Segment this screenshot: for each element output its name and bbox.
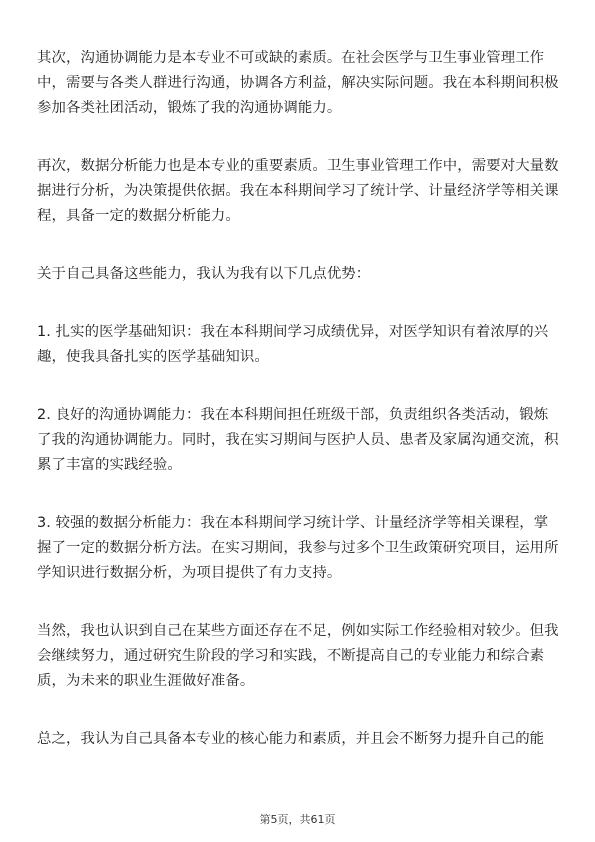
paragraph-advantages-intro: 关于自己具备这些能力，我认为我有以下几点优势： bbox=[37, 266, 371, 282]
list-item-data-analysis: 3. 较强的数据分析能力：我在本科期间学习统计学、计量经济学等相关课程，掌握了一定的数据分析方法。在实习期间，我参与过多个卫生政策研究项目，运用所学知识进行数据分析，为项目提供了有力支持。 bbox=[37, 515, 559, 581]
paragraph-gap bbox=[37, 121, 559, 154]
paragraph-gap bbox=[37, 586, 559, 619]
paragraph-communication: 其次，沟通协调能力是本专业不可或缺的素质。在社会医学与卫生事业管理工作中，需要与各类人群进行沟通，协调各方利益，解决实际问题。我在本科期间积极参加各类社团活动，锻炼了我的沟通协调能力。 bbox=[37, 50, 559, 116]
paragraph-data-analysis: 再次，数据分析能力也是本专业的重要素质。卫生事业管理工作中，需要对大量数据进行分析，为决策提供依据。我在本科期间学习了统计学、计量经济学等相关课程，具备一定的数据分析能力。 bbox=[37, 158, 559, 224]
paragraph-gap bbox=[37, 229, 559, 262]
list-item-communication: 2. 良好的沟通协调能力：我在本科期间担任班级干部，负责组织各类活动，锻炼了我的沟通协调能力。同时，我在实习期间与医护人员、患者及家属沟通交流，积累了丰富的实践经验。 bbox=[37, 407, 559, 473]
page-number: 第5页，共61页 bbox=[259, 813, 336, 826]
paragraph-gap bbox=[37, 287, 559, 320]
paragraph-shortcomings: 当然，我也认识到自己在某些方面还存在不足，例如实际工作经验相对较少。但我会继续努力，通过研究生阶段的学习和实践，不断提高自己的专业能力和综合素质，为未来的职业生涯做好准备。 bbox=[37, 623, 559, 689]
paragraph-gap bbox=[37, 694, 559, 727]
list-item-medical-knowledge: 1. 扎实的医学基础知识：我在本科期间学习成绩优异，对医学知识有着浓厚的兴趣，使我具备扎实的医学基础知识。 bbox=[37, 324, 549, 365]
paragraph-conclusion: 总之，我认为自己具备本专业的核心能力和素质，并且会不断努力提升自己的能 bbox=[37, 731, 545, 747]
paragraph-gap bbox=[37, 370, 559, 403]
document-body bbox=[37, 46, 559, 752]
paragraph-gap bbox=[37, 478, 559, 511]
